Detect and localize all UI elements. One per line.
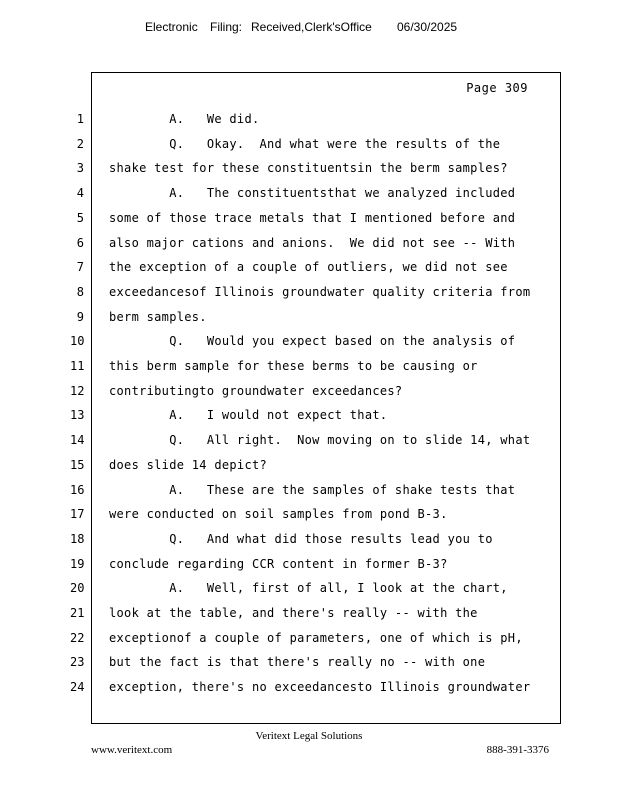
transcript-line-text: exception, there's no exceedancesto Illinois groundwater: [109, 680, 531, 695]
line-number: 18: [70, 531, 85, 546]
line-number: 3: [76, 161, 84, 176]
line-number: 14: [70, 433, 85, 448]
line-number: 9: [76, 309, 84, 324]
line-number: 22: [70, 630, 85, 645]
line-number: 20: [70, 581, 85, 596]
transcript-line-text: some of those trace metals that I mentioned before and: [109, 210, 516, 225]
footer-company: Veritext Legal Solutions: [255, 730, 363, 742]
transcript-line-text: also major cations and anions. We did not see -- With: [109, 235, 516, 250]
line-number: 11: [70, 359, 85, 373]
transcript-line-text: A. These are the samples of shake tests that: [109, 482, 516, 497]
transcript-line-text: Q. Okay. And what were the results of the: [109, 136, 501, 151]
transcript-line-text: Q. And what did those results lead you to: [109, 531, 493, 546]
line-number: 8: [76, 284, 84, 299]
line-number: 1: [76, 112, 84, 126]
line-number: 16: [70, 482, 85, 497]
line-number: 12: [70, 383, 85, 398]
line-number: 2: [76, 136, 84, 151]
transcript-line-text: A. We did.: [109, 112, 260, 126]
line-number: 19: [70, 556, 85, 571]
transcript-line-text: conclude regarding CCR content in former B-3?: [109, 556, 448, 571]
transcript-line-text: A. Well, first of all, I look at the chart,: [109, 581, 508, 596]
line-number: 13: [70, 408, 85, 423]
line-number: 6: [76, 235, 84, 250]
filing-stamp-date: 06/30/2025: [397, 20, 458, 34]
transcript-line-text: A. The constituentsthat we analyzed included: [109, 186, 516, 201]
transcript-line-text: A. I would not expect that.: [109, 408, 388, 423]
line-number: 24: [70, 680, 85, 695]
page-number: Page 309: [466, 81, 528, 95]
line-number: 23: [70, 655, 85, 670]
transcript-line-text: contributingto groundwater exceedances?: [109, 383, 403, 398]
filing-stamp: [0, 20, 618, 36]
footer-phone: 888-391-3376: [486, 744, 549, 756]
line-number: 4: [76, 186, 84, 201]
transcript-line-text: exceptionof a couple of parameters, one of which is pH,: [109, 630, 523, 645]
transcript-line-text: Q. Would you expect based on the analysis of: [109, 334, 516, 349]
transcript-line-text: were conducted on soil samples from pond B-3.: [109, 507, 448, 522]
line-number: 21: [70, 606, 85, 620]
footer-website: www.veritext.com: [91, 744, 173, 756]
line-number: 15: [70, 457, 85, 472]
line-number: 17: [70, 507, 85, 522]
line-number: 7: [76, 260, 84, 275]
filing-stamp-filing: Filing:: [210, 20, 243, 34]
transcript-line-text: shake test for these constituentsin the berm samples?: [109, 161, 508, 176]
transcript-line-text: berm samples.: [109, 309, 207, 324]
transcript-line-text: look at the table, and there's really -- with the: [109, 606, 478, 620]
filing-stamp-electronic: Electronic: [145, 20, 198, 34]
transcript-line-text: the exception of a couple of outliers, we did not see: [109, 260, 508, 275]
transcript-line-text: exceedancesof Illinois groundwater quality criteria from: [109, 284, 531, 299]
transcript-line-text: but the fact is that there's really no -- with one: [109, 655, 486, 670]
filing-stamp-received: Received,Clerk'sOffice: [251, 20, 372, 34]
transcript-line-text: Q. All right. Now moving on to slide 14, what: [109, 433, 531, 448]
line-number: 5: [76, 210, 84, 225]
transcript-line-text: does slide 14 depict?: [109, 457, 268, 472]
transcript-line-text: this berm sample for these berms to be causing or: [109, 359, 478, 373]
line-number: 10: [70, 334, 85, 349]
